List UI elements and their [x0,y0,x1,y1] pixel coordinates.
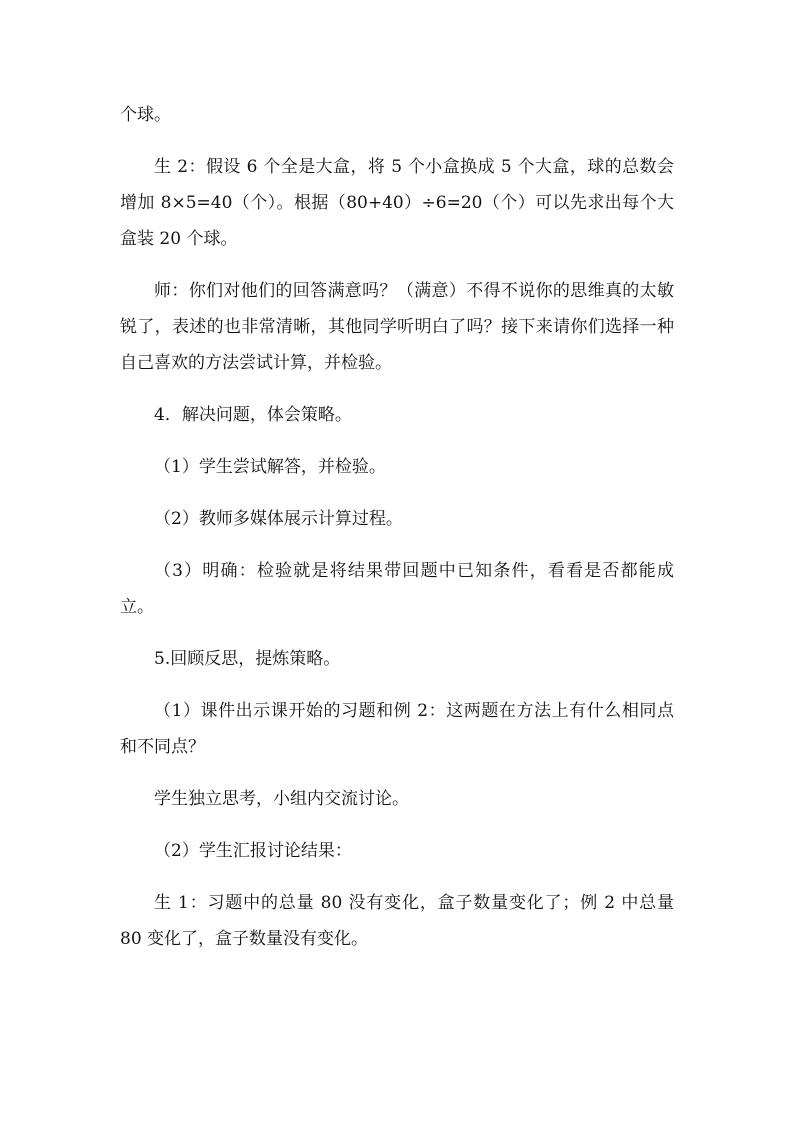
list-item-1: （1）学生尝试解答，并检验。 [154,457,386,477]
paragraph-student1-answer: 生 1：习题中的总量 80 没有变化，盒子数量变化了；例 2 中总量 80 变化了，盒子数量没有变化。 [120,893,674,949]
list-item-3: （3）明确：检验就是将结果带回题中已知条件，看看是否都能成立。 [120,561,674,617]
paragraph-student2-answer: 生 2：假设 6 个全是大盒，将 5 个小盒换成 5 个大盒，球的总数会增加 8×5=40（个）。根据（80+40）÷6=20（个）可以先求出每个大盒装 20 个球。 [120,157,674,249]
paragraph-teacher-remark: 师：你们对他们的回答满意吗？（满意）不得不说你的思维真的太敏锐了，表述的也非常清晰，其他同学听明白了吗？接下来请你们选择一种自己喜欢的方法尝试计算，并检验。 [120,281,674,373]
paragraph-continuation: 个球。 [120,105,171,125]
list-item-review-1: （1）课件出示课开始的习题和例 2：这两题在方法上有什么相同点和不同点？ [120,701,674,757]
section-heading-4: 4．解决问题，体会策略。 [154,405,352,425]
paragraph-student-discussion: 学生独立思考，小组内交流讨论。 [154,789,409,809]
section-heading-5: 5.回顾反思，提炼策略。 [154,649,341,669]
list-item-2: （2）教师多媒体展示计算过程。 [154,509,403,529]
list-item-review-2: （2）学生汇报讨论结果： [154,841,352,861]
document-body [120,97,674,957]
